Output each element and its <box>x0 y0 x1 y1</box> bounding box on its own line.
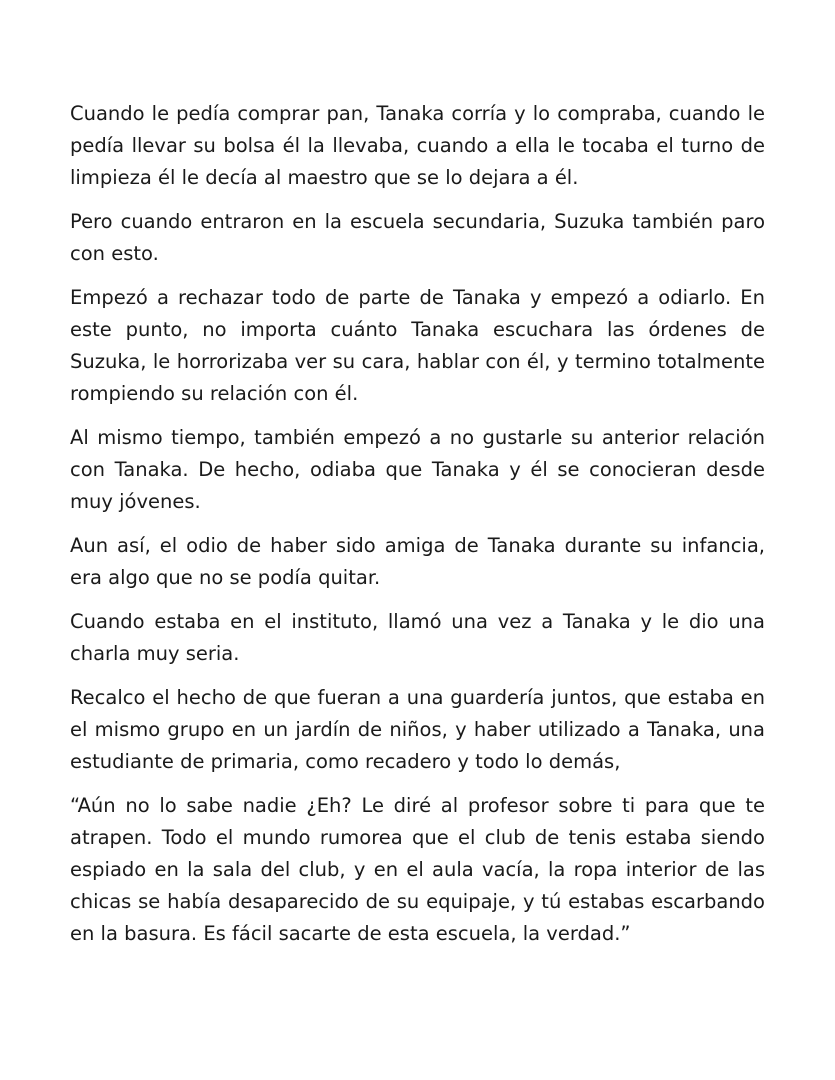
document-page <box>70 98 765 962</box>
paragraph-3: Empezó a rechazar todo de parte de Tanaka y empezó a odiarlo. En este punto, no importa cuánto Tanaka escuchara las órdenes de Suzuka, le horrorizaba ver su cara, hablar con él, y termino totalmente rompiendo su relación con él. <box>70 286 765 405</box>
paragraph-4: Al mismo tiempo, también empezó a no gustarle su anterior relación con Tanaka. De hecho, odiaba que Tanaka y él se conocieran desde muy jóvenes. <box>70 426 765 513</box>
paragraph-5: Aun así, el odio de haber sido amiga de Tanaka durante su infancia, era algo que no se podía quitar. <box>70 534 765 589</box>
paragraph-1: Cuando le pedía comprar pan, Tanaka corría y lo compraba, cuando le pedía llevar su bolsa él la llevaba, cuando a ella le tocaba el turno de limpieza él le decía al maestro que se lo dejara a él. <box>70 102 765 189</box>
paragraph-8: “Aún no lo sabe nadie ¿Eh? Le diré al profesor sobre ti para que te atrapen. Todo el mundo rumorea que el club de tenis estaba siendo espiado en la sala del club, y en el aula vacía, la ropa interior de las chicas se había desaparecido de su equipaje, y tú estabas escarbando en la basura. Es fácil sacarte de esta escuela, la verdad.” <box>70 794 765 945</box>
paragraph-7: Recalco el hecho de que fueran a una guardería juntos, que estaba en el mismo grupo en un jardín de niños, y haber utilizado a Tanaka, una estudiante de primaria, como recadero y todo lo demás, <box>70 686 765 773</box>
paragraph-2: Pero cuando entraron en la escuela secundaria, Suzuka también paro con esto. <box>70 210 765 265</box>
paragraph-6: Cuando estaba en el instituto, llamó una vez a Tanaka y le dio una charla muy seria. <box>70 610 765 665</box>
